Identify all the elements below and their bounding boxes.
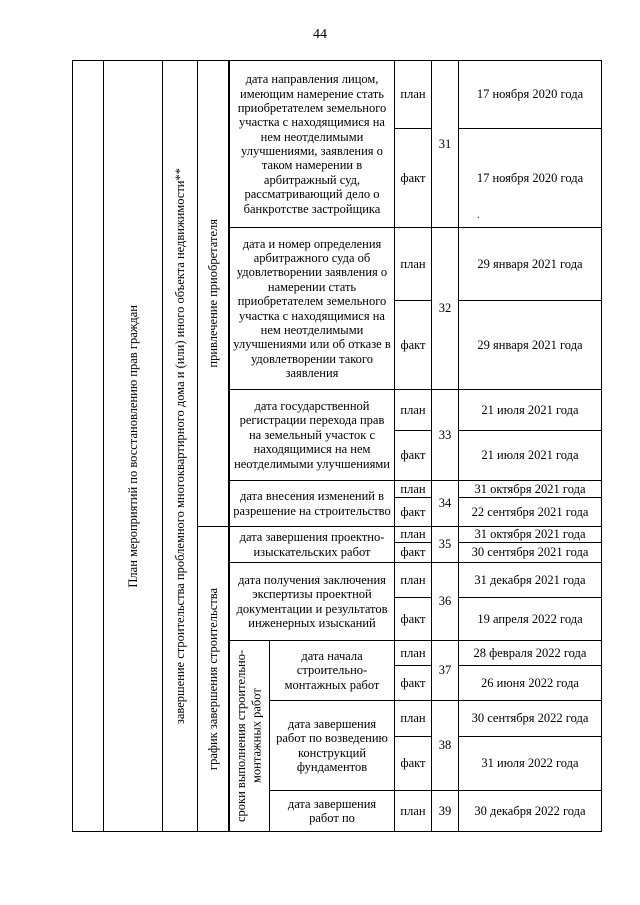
row-38-status-fact: факт [394,736,432,791]
row-31-fact-date: 17 ноября 2020 года [458,128,602,228]
section-smr-cell [229,640,270,832]
section-smr: сроки выполнения строительно-монтажных работ [233,649,264,823]
section-acquirer: привлечение приобретателя [205,219,220,368]
row-34-status-fact: факт [394,497,432,527]
row-35-status-fact: факт [394,542,432,563]
row-33-status-fact: факт [394,430,432,481]
row-33-number: 33 [431,389,459,481]
row-36-plan-date: 31 декабря 2021 года [458,562,602,598]
row-38-description: дата завершения работ по возведению конструкций фундаментов [269,700,395,791]
row-34-status-plan: план [394,480,432,498]
row-37-fact-date: 26 июня 2022 года [458,665,602,701]
row-39-status-plan: план [394,790,432,832]
row-32-status-fact: факт [394,300,432,390]
row-31-description: дата направления лицом, имеющим намерение стать приобретателем земельного участка с находящимися на нем неотделимыми улучшениями, заявления о таком намерении в арбитражный суд, рассматривающий дело о банкротстве застройщика [229,60,395,228]
row-37-plan-date: 28 февраля 2022 года [458,640,602,666]
row-37-number: 37 [431,640,459,701]
object-title-cell [162,60,198,832]
row-32-description: дата и номер определения арбитражного суда об удовлетворении заявления о намерении стать приобретателем земельного участка с находящимися на нем неотделимыми улучшениями или об отказе в удовлетворении такого заявления [229,227,395,390]
object-title: завершение строительства проблемного многоквартирного дома и (или) иного объекта недвижимости** [172,167,187,725]
row-36-number: 36 [431,562,459,641]
row-32-plan-date: 29 января 2021 года [458,227,602,301]
row-37-description: дата начала строительно-монтажных работ [269,640,395,701]
blank-column [72,60,104,832]
row-38-status-plan: план [394,700,432,737]
row-33-plan-date: 21 июля 2021 года [458,389,602,431]
stray-mark: . [477,210,480,221]
row-38-number: 38 [431,700,459,791]
plan-title-cell [103,60,163,832]
row-34-number: 34 [431,480,459,527]
row-39-number: 39 [431,790,459,832]
row-32-status-plan: план [394,227,432,301]
row-31-status-plan: план [394,60,432,129]
row-37-status-fact: факт [394,665,432,701]
plan-title: План мероприятий по восстановлению прав граждан [125,304,140,588]
row-33-status-plan: план [394,389,432,431]
row-39-plan-date: 30 декабря 2022 года [458,790,602,832]
row-31-number: 31 [431,60,459,228]
row-36-fact-date: 19 апреля 2022 года [458,597,602,641]
row-35-plan-date: 31 октября 2021 года [458,526,602,543]
row-35-description: дата завершения проектно-изыскательских работ [229,526,395,563]
row-38-plan-date: 30 сентября 2022 года [458,700,602,737]
row-32-number: 32 [431,227,459,390]
row-36-description: дата получения заключения экспертизы проектной документации и результатов инженерных изысканий [229,562,395,641]
row-35-status-plan: план [394,526,432,543]
page-number: 44 [313,27,327,42]
row-34-description: дата внесения изменений в разрешение на строительство [229,480,395,527]
row-39-description: дата завершения работ по [269,790,395,832]
section-acquirer-cell [197,60,229,527]
row-34-plan-date: 31 октября 2021 года [458,480,602,498]
section-schedule: график завершения строительства [205,587,220,771]
row-32-fact-date: 29 января 2021 года [458,300,602,390]
section-schedule-cell [197,526,229,832]
row-31-status-fact: факт [394,128,432,228]
row-33-description: дата государственной регистрации перехода прав на земельный участок с находящимися на нем неотделимыми улучшениями [229,389,395,481]
row-35-number: 35 [431,526,459,563]
row-33-fact-date: 21 июля 2021 года [458,430,602,481]
row-36-status-fact: факт [394,597,432,641]
row-36-status-plan: план [394,562,432,598]
row-37-status-plan: план [394,640,432,666]
row-35-fact-date: 30 сентября 2021 года [458,542,602,563]
row-34-fact-date: 22 сентября 2021 года [458,497,602,527]
row-31-plan-date: 17 ноября 2020 года [458,60,602,129]
row-38-fact-date: 31 июля 2022 года [458,736,602,791]
